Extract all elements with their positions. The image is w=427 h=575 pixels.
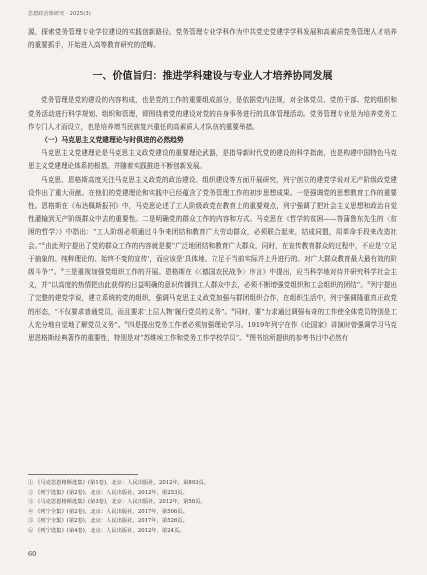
footnote-item: ② 《列宁选集》(第2卷)，北京：人民出版社，2012年，第253页。 bbox=[28, 489, 188, 496]
paragraph-text: 同时，要“力求通过调强布奇的工作使全体党员特别是工人充分地自觉地了解党员义务”。 bbox=[28, 307, 397, 329]
footnote-ref[interactable]: ② bbox=[60, 266, 65, 272]
paragraph-text: 马克思主义党建理论是马克思主义政党建设的重要理论武器，是指导新时代党的建设的科学指南，也是构建中国特色马克思主义党建理论体系的根基，并随着实践推进不断创新发展。 bbox=[28, 149, 397, 171]
footnote-item: ① 《马克思恩格斯选集》(第1卷)，北京：人民出版社，2012年，第893页。 bbox=[28, 480, 210, 486]
paragraph-text: 图书馆所提供的参考书目中必然有 bbox=[249, 334, 349, 343]
footnote-ref[interactable]: ⑤ bbox=[124, 319, 128, 325]
running-header: 思想政治课研究 · 2025(3) bbox=[28, 11, 91, 17]
body-content bbox=[28, 26, 397, 345]
body-paragraph bbox=[28, 174, 397, 346]
page-number: 60 bbox=[28, 550, 37, 558]
footnote-divider bbox=[28, 474, 138, 475]
footnote-ref[interactable]: ③ bbox=[366, 280, 371, 286]
paragraph-text: 由此列宁提出了党的群众工作的内容就是要“广泛地团结和教育广大群众，同时，在宣传教育群众的过程中，不应是‘立足于抽象的、纯粹理论的、始终不变的宣传’，而应该是‘具体地、立足于当前实际并上升进行的、对广大群众教育最大最有效的阶级斗争’”。 bbox=[28, 241, 398, 277]
paragraph-text: 列宁提出了完整的建党学说，建立系统的党的组织，强调马克思主义政党加强与群团组织合作，在组织生活中，列宁强调隆重真正政党的形态，“不仅要求普通党员，而且要求‘上层人物’履行党员的义务”。 bbox=[28, 281, 397, 316]
footnote-item: ④ 《列宁全集》(第2卷)，北京：人民出版社，2017年，第506页。 bbox=[28, 508, 188, 515]
paragraph-text: 四是提出党务工作者必须加强理论学习。1919年列宁在作《论国家》讲演时曾强调学习马克思恩格斯经典著作的重要性，特别是对“苏维埃工作和党务工作学校学员”。 bbox=[28, 320, 397, 343]
footnote-ref[interactable]: ④ bbox=[231, 306, 235, 312]
subsection-title: （一）马克思主义党建理论与时俱进的必然趋势 bbox=[41, 136, 184, 145]
footnote-item: ⑤ 《列宁全集》(第2卷)，北京：人民出版社，2017年，第526页。 bbox=[28, 518, 188, 525]
paragraph-text: 三是重视加强党组织工作的开展。恩格斯在《〈德国农民战争〉序言》中提出，应当科学地对待并研究科学社会主义，并“以高度的热情把由此获得的日益明确的意识传播到工人群众中去，必须不断增强党组织和工会组织的团结”。 bbox=[28, 268, 397, 290]
footnote-item: ⑥ 《列宁选集》(第4卷)，北京：人民出版社，2012年，第24页。 bbox=[28, 527, 185, 534]
footnote-item: ③ 《马克思恩格斯选集》(第3卷)，北京：人民出版社，2012年，第58页。 bbox=[28, 499, 206, 506]
section-intro-paragraph: 党务管理是党的建设的内容构成，也是党的工作的重要组成部分，是依据党内法规，对全体党员、党的干部、党的组织和党务活动进行科学规划、组织和管理，即围绕着党的建设对党的自身事务进行的具体管理活动。党务管理专业是为培养党务工作专门人才而设立，也是培养增当民族复兴重任的高素质人才队伍的重要举措。 bbox=[28, 96, 397, 131]
footnote-ref[interactable]: ⑥ bbox=[245, 332, 250, 338]
intro-paragraph: 源，探索党务管理专业学位建设的实践创新路径。党务管理专业学科作为中共党史党建学学科发展和高素质党务管理人才培养的重要抓手，开始进入高等教育研究的范畴。 bbox=[28, 28, 397, 50]
paragraph-text: 马克思、恩格斯高度关注马克思主义政党的政治建设、组织建设等方面开展研究，列宁创立的建党学说对无产阶级政党建设作出了重大贡献。在他们的党建理论和实践中已经蕴含了党务管理工作的初步思想成果。一是强调党的思想教育工作的重要性。恩格斯在《布达佩斯报刊》中，马克思论述了工人阶级政党在教育上的重要观点，列宁强调了把社会主义思想和政治自觉性灌输到无产阶级群众中去的重要性。二是明确党的群众工作的内容和方式。马克思在《哲学的贫困——答蒲鲁东先生的〈贫困的哲学〉》中指出：“工人阶级必须通过斗争来团结和教育广大劳动群众，必须联合起来，结成同盟，用革命手段来改造社会。” bbox=[28, 175, 397, 250]
footnotes bbox=[28, 479, 388, 537]
footnote-ref[interactable]: ① bbox=[41, 240, 46, 246]
section-title: 一、价值旨归：推进学科建设与专业人才培养协同发展 bbox=[92, 71, 333, 83]
body-paragraph bbox=[28, 147, 397, 173]
